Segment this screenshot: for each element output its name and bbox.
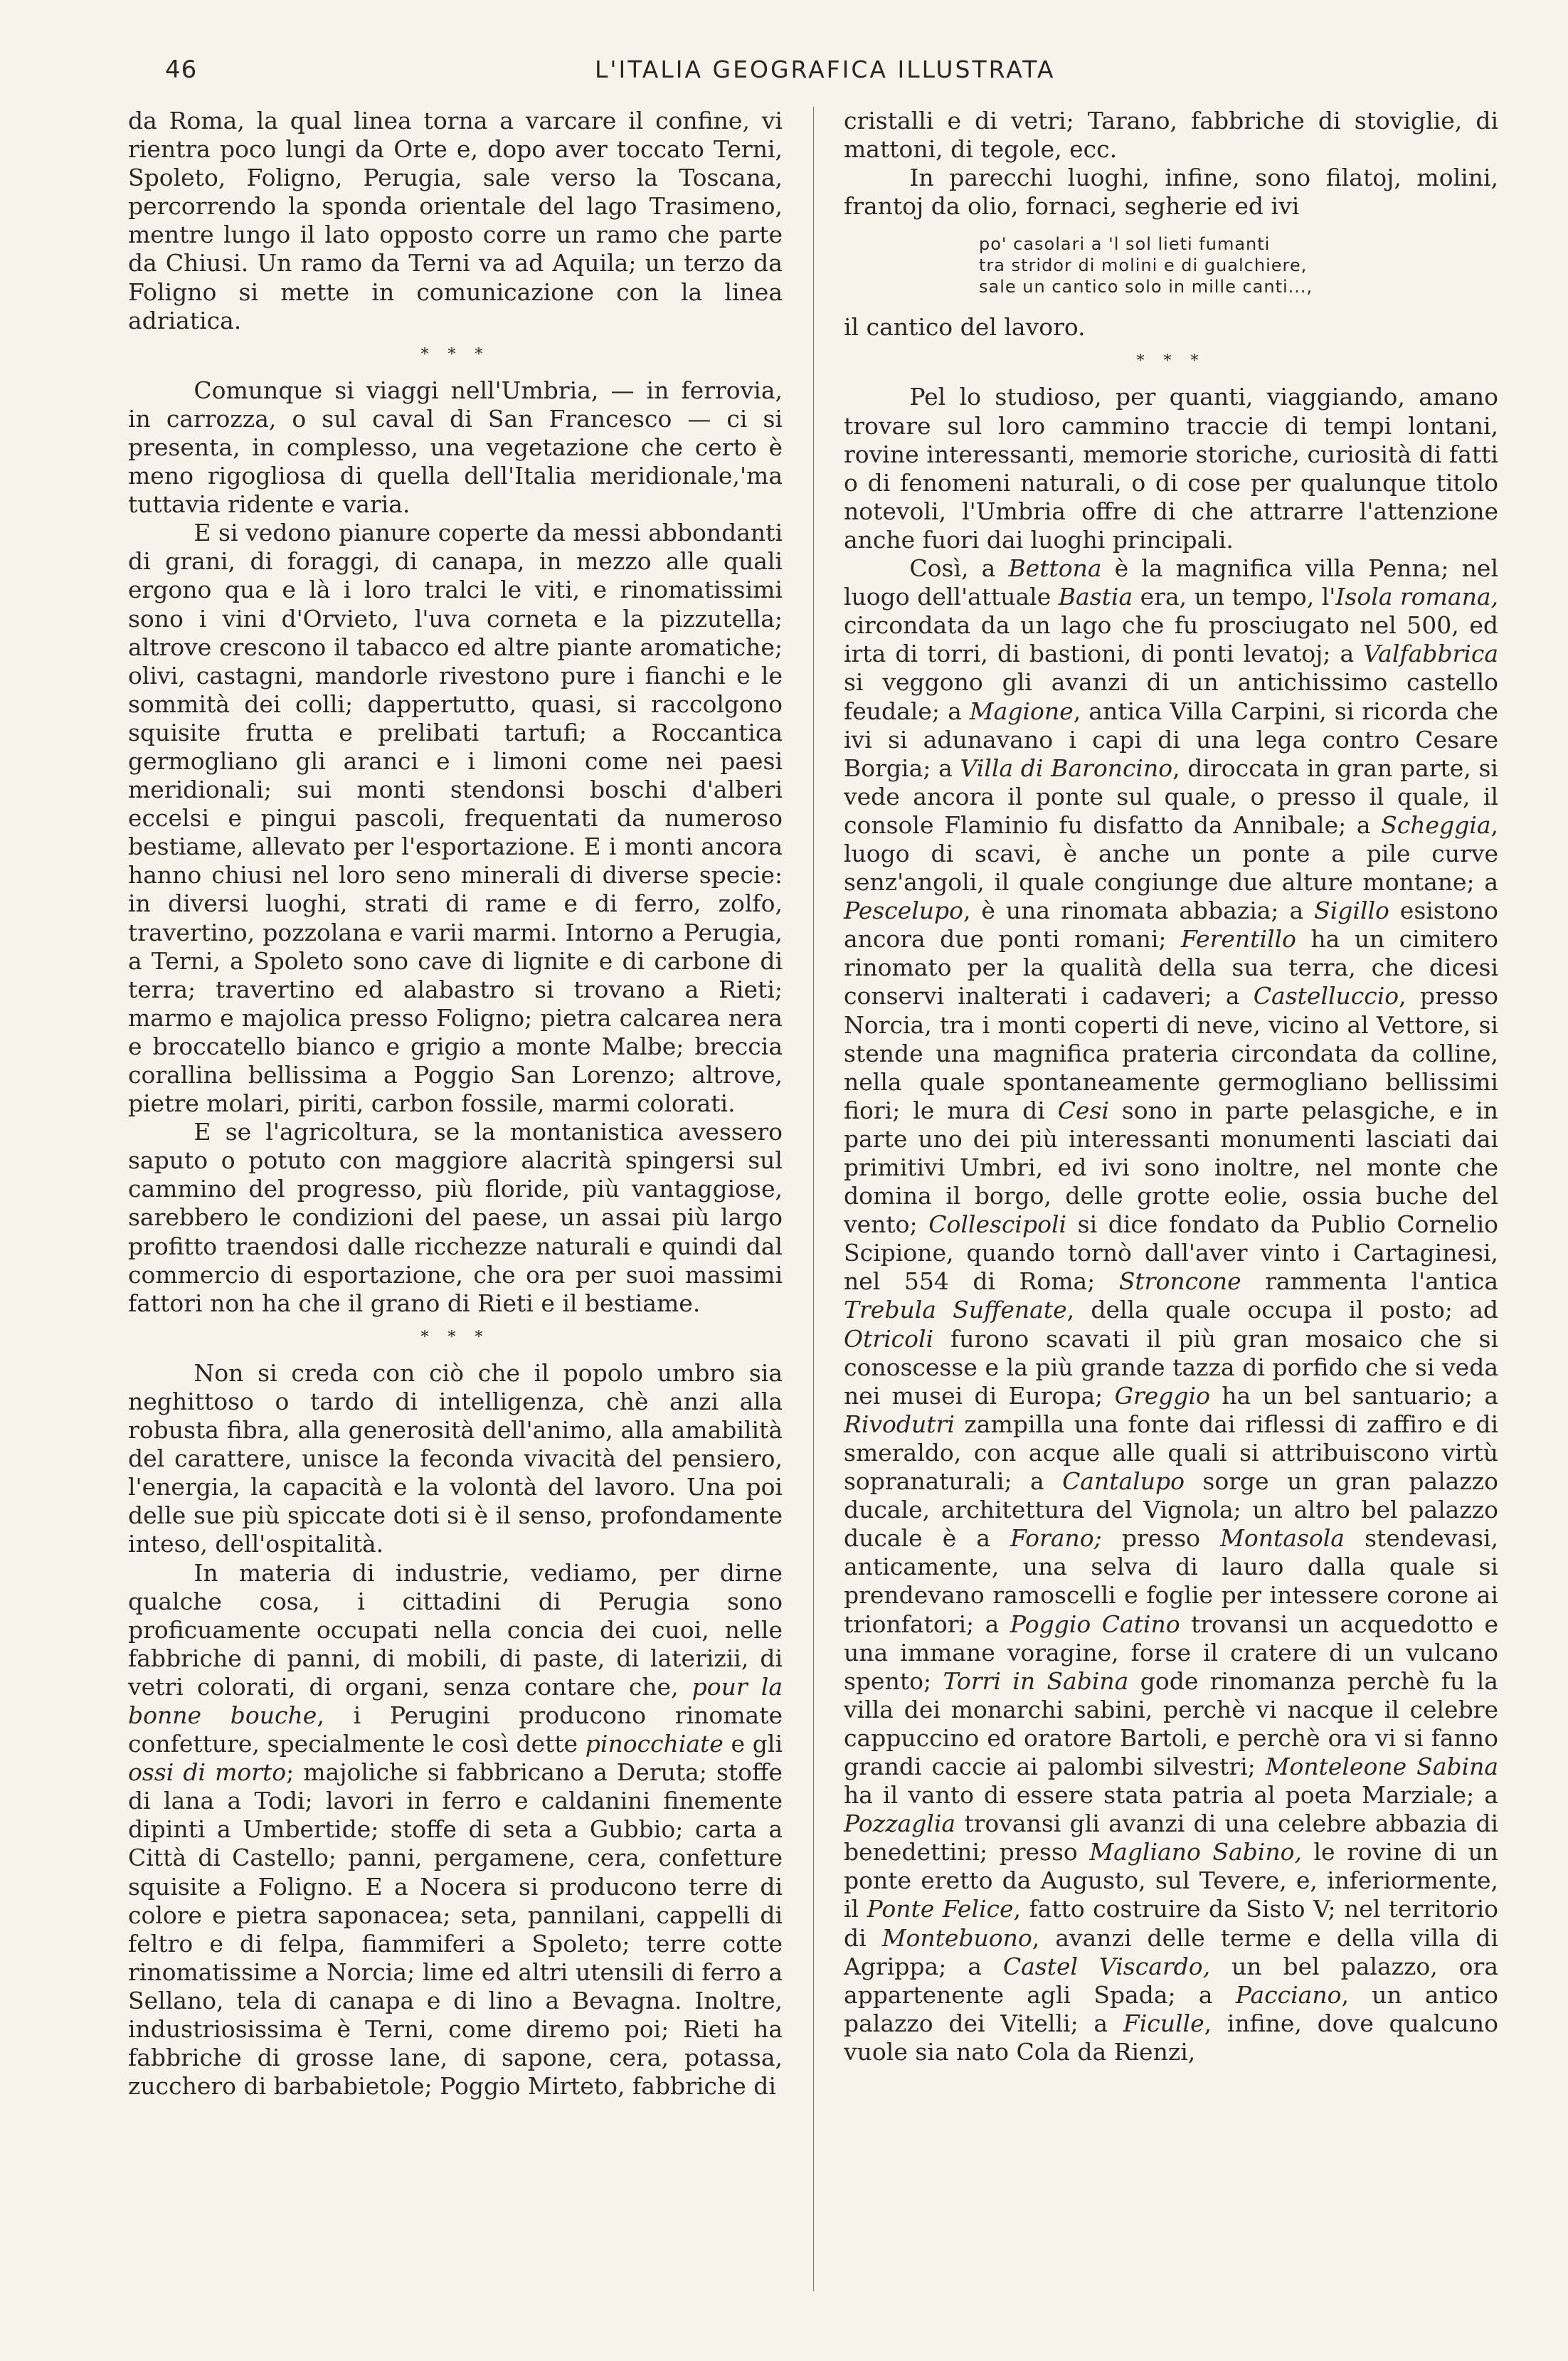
text-run: ha un cimitero rinomato per la qualità della sua terra, che dicesi conservi inalterati i cadaveri; a xyxy=(844,925,1498,1010)
verse-quotation xyxy=(979,233,1498,297)
text-run: , antica Villa Carpini, si ricorda che ivi si adunavano i capi di una lega contro Cesare Borgia; a xyxy=(844,697,1498,782)
text-run: circondata da un lago che fu prosciugato nel 500, ed irta di torri, di bastioni, di ponti levatoj; a xyxy=(844,611,1498,668)
text-run: , diroccata in gran parte, si vede ancora il ponte sul quale, o presso il quale, il console Flaminio fu disfatto da Annibale; a xyxy=(844,754,1498,839)
page-number: 46 xyxy=(165,56,198,84)
paragraph: In parecchi luoghi, infine, sono filatoj, molini, frantoj da olio, fornaci, segherie ed ivi xyxy=(844,164,1498,221)
place-name: Ficulle xyxy=(1123,2009,1204,2037)
place-name: Collescipoli xyxy=(928,1210,1067,1239)
text-run: , avanzi delle terme e della villa di Agrippa; a xyxy=(844,1923,1499,1980)
text-run: trovansi un acquedotto e una immane voragine, forse il cratere di un vulcano spento; xyxy=(844,1610,1498,1695)
paragraph: cristalli e di vetri; Tarano, fabbriche di stoviglie, di mattoni, di tegole, ecc. xyxy=(844,107,1498,164)
text-run: ha il vanto di essere stata patria al poeta Marziale; a xyxy=(844,1781,1498,1810)
place-name: Isola romana, xyxy=(1335,583,1498,611)
section-separator: * * * xyxy=(420,1328,490,1346)
text-run: si veggono gli avanzi di un antichissimo castello feudale; a xyxy=(844,668,1498,725)
place-name: Ferentillo xyxy=(1180,925,1296,954)
place-name: Stroncone xyxy=(1118,1267,1241,1296)
italic-phrase: ossi di morto xyxy=(128,1758,287,1787)
text-run: , luogo di scavi, è anche un ponte a pile curve senz'angoli, il quale congiunge due alture montane; a xyxy=(844,810,1498,897)
verse-line: po' casolari a 'l sol lieti fumanti xyxy=(979,234,1271,255)
place-name: Poggio Catino xyxy=(1010,1610,1180,1638)
text-run: , fatto costruire da Sisto V; nel territorio di xyxy=(844,1895,1498,1952)
section-separator: * * * xyxy=(1136,352,1206,371)
text-run: rammenta l'antica xyxy=(1241,1267,1498,1296)
text-run: , infine, dove qualcuno vuole sia nato Cola da Rienzi, xyxy=(844,2009,1498,2066)
place-name: Sigillo xyxy=(1314,897,1389,925)
text-run: , della quale occupa il posto; ad xyxy=(1066,1296,1498,1324)
text-run: Così, a xyxy=(909,554,1009,583)
text-run: sono in parte pelasgiche, e in parte uno dei più interessanti monumenti lasciati dai primitivi Umbri, ed ivi sono inoltre, nel monte che domina il borgo, delle grotte eolie, ossia buche del vento; xyxy=(844,1096,1499,1239)
italic-phrase: pour la bonne bouche xyxy=(128,1672,783,1729)
text-run: , presso Norcia, tra i monti coperti di neve, vicino al Vettore, si stende una magnifica prateria circondata da colline, nella quale spontaneamente germogliano bellissimi fiori; le mura di xyxy=(844,982,1498,1124)
text-run: zampilla una fonte dai riflessi di zaffiro e di smeraldo, con acque alle quali si attribuiscono virtù sopranaturali; a xyxy=(844,1410,1498,1496)
text-run: un bel palazzo, ora appartenente agli Spada; a xyxy=(844,1952,1498,2009)
place-name: Magione xyxy=(969,697,1074,725)
text-run: e gli xyxy=(723,1730,783,1758)
paragraph-industries xyxy=(128,1559,783,2101)
place-name: Pescelupo xyxy=(844,897,963,925)
text-run: sorge un gran palazzo ducale, architettura del Vignola; un altro bel palazzo ducale è a xyxy=(844,1467,1498,1553)
place-name: Ponte Felice xyxy=(867,1895,1014,1923)
text-run: le rovine di un ponte eretto da Augusto, sul Tevere, e, inferiormente, il xyxy=(844,1838,1498,1923)
text-run: trovansi gli avanzi di una celebre abbazia di benedettini; presso xyxy=(844,1810,1498,1866)
place-name: Magliano Sabino, xyxy=(1089,1838,1302,1866)
text-run: esistono ancora due ponti romani; xyxy=(844,897,1498,954)
place-name: Otricoli xyxy=(844,1324,934,1353)
place-name: Monteleone Sabina xyxy=(1265,1752,1499,1780)
verse-line: sale un cantico solo in mille canti..., xyxy=(979,277,1313,297)
place-name: Villa di Baroncino xyxy=(960,754,1173,782)
place-name: Castel Viscardo, xyxy=(1002,1952,1211,1980)
text-run: , un antico palazzo dei Vitelli; a xyxy=(844,1980,1498,2037)
page-header xyxy=(0,56,1568,90)
running-title: L'ITALIA GEOGRAFICA ILLUSTRATA xyxy=(595,56,1056,83)
place-name: Castelluccio xyxy=(1253,982,1399,1010)
text-run: ha un bel santuario; a xyxy=(1209,1381,1498,1410)
paragraph: Comunque si viaggi nell'Umbria, — in ferrovia, in carrozza, o sul caval di San Francesco — ci si presenta, in complesso, una vegetazione che certo è meno rigogliosa di quella dell'Italia meridionale,'ma tuttavia ridente e varia. xyxy=(128,376,783,519)
paragraph: Pel lo studioso, per quanti, viaggiando, amano trovare sul loro cammino traccie di tempi lontani, rovine interessanti, memorie storiche, curiosità di fatti o di fenomeni naturali, o di cose per qualunque titolo notevoli, l'Umbria offre di che attrarre l'attenzione anche fuori dai luoghi principali. xyxy=(844,383,1498,554)
place-name: Bettona xyxy=(1008,554,1102,583)
text-run: ; majoliche si fabbricano a Deruta; stoffe di lana a Todi; lavori in ferro e caldanini finemente dipinti a Umbertide; stoffe di seta a Gubbio; carta a Città di Castello; panni, pergamene, cera, confetture squisite a Foligno. E a Nocera si producono terre di colore e pietra saponacea; seta, pannilani, cappelli di feltro e di felpa, fiammiferi a Spoleto; terre cotte rinomatissime a Norcia; lime ed altri utensili di ferro a Sellano, tela di canapa e di lino a Bevagna. Inoltre, industriosissima è Terni, come diremo poi; Rieti ha fabbriche di grosse lane, di sapone, cera, potassa, zucchero di barbabietole; Poggio Mirteto, fabbriche di xyxy=(128,1758,783,2101)
place-name: Greggio xyxy=(1114,1381,1210,1410)
place-name: Rivodutri xyxy=(844,1410,955,1438)
section-separator: * * * xyxy=(420,345,490,364)
text-run: si dice fondato da Publio Cornelio Scipione, quando tornò dall'aver vinto i Cartaginesi, nel 554 di Roma; xyxy=(844,1210,1498,1296)
place-name: Torri in Sabina xyxy=(943,1667,1129,1695)
text-run: furono scavati il più gran mosaico che si conoscesse e la più grande tazza di porfido che si veda nei musei di Europa; xyxy=(844,1324,1498,1410)
place-name: Valfabbrica xyxy=(1363,640,1498,668)
italic-phrase: pinocchiate xyxy=(585,1730,724,1758)
place-name: Pozzaglia xyxy=(844,1810,956,1838)
place-name: Montasola xyxy=(1220,1524,1345,1553)
place-name: Forano; xyxy=(1010,1524,1102,1553)
paragraph-places xyxy=(844,554,1498,2066)
place-name: Montebuono xyxy=(881,1923,1032,1952)
text-run: , è una rinomata abbazia; a xyxy=(963,897,1315,925)
text-run: , i Perugini producono rinomate confetture, specialmente le così dette xyxy=(128,1701,783,1758)
paragraph: E si vedono pianure coperte da messi abbondanti di grani, di foraggi, di canapa, in mezzo alle quali ergono qua e là i loro tralci le viti, e rinomatissimi sono i vini d'Orvieto, l'uva corneta e la pizzutella; altrove crescono il tabacco ed altre piante aromatiche; olivi, castagni, mandorle rivestono pure i fianchi e le sommità dei colli; dappertutto, quasi, si raccolgono squisite frutta e prelibati tartufi; a Roccantica germogliano gli aranci e i limoni come nei paesi meridionali; sui monti stendonsi boschi d'alberi eccelsi e pingui pascoli, frequentati da numeroso bestiame, allevato per l'esportazione. E i monti ancora hanno chiusi nel loro seno minerali di diverse specie: in diversi luoghi, strati di rame e di ferro, zolfo, travertino, pozzolana e varii marmi. Intorno a Perugia, a Terni, a Spoleto sono cave di lignite e di carbone di terra; travertino ed alabastro si trovano a Rieti; marmo e majolica presso Foligno; pietra calcarea nera e broccatello bianco e grigio a monte Malbe; breccia corallina bellissima a Poggio San Lorenzo; altrove, pietre molari, piriti, carbon fossile, marmi colorati. xyxy=(128,519,783,1118)
paragraph: E se l'agricoltura, se la montanistica avessero saputo o potuto con maggiore alacrità spingersi sul cammino del progresso, più floride, più vantaggiose, sarebbero le condizioni del paese, un assai più largo profitto traendosi dalle ricchezze naturali e quindi dal commercio di esportazione, che ora per suoi massimi fattori non ha che il grano di Rieti e il bestiame. xyxy=(128,1118,783,1317)
right-column xyxy=(844,107,1498,2066)
paragraph: Non si creda con ciò che il popolo umbro sia neghittoso o tardo di intelligenza, chè anzi alla robusta fibra, alla generosità dell'animo, alla amabilità del carattere, unisce la feconda vivacità del pensiero, l'energia, la capacità e la volontà del lavoro. Una poi delle sue più spiccate doti si è il senso, profondamente inteso, dell'ospitalità. xyxy=(128,1358,783,1558)
place-name: Cantalupo xyxy=(1062,1467,1185,1496)
text-run: In materia di industrie, vediamo, per dirne qualche cosa, i cittadini di Perugia sono proficuamente occupati nella concia dei cuoi, nelle fabbriche di panni, di mobili, di paste, di laterizii, di vetri colorati, di organi, senza contare che, xyxy=(128,1558,783,1701)
place-name: Trebula Suffenate xyxy=(844,1296,1067,1324)
text-run: presso xyxy=(1101,1524,1221,1553)
verse-line: tra stridor di molini e di gualchiere, xyxy=(979,255,1308,276)
place-name: Pacciano xyxy=(1235,1980,1342,2009)
text-run: era, un tempo, l' xyxy=(1133,583,1336,611)
paragraph: il cantico del lavoro. xyxy=(844,313,1086,342)
text-run: è la magnifica villa Penna; nel luogo dell'attuale xyxy=(844,554,1498,611)
paragraph: da Roma, la qual linea torna a varcare il confine, vi rientra poco lungi da Orte e, dopo aver toccato Terni, Spoleto, Foligno, Perugia, sale verso la Toscana, percorrendo la sponda orientale del lago Trasimeno, mentre lungo il lato opposto corre un ramo che parte da Chiusi. Un ramo da Terni va ad Aquila; un terzo da Foligno si mette in comunicazione con la linea adriatica. xyxy=(128,107,783,334)
place-name: Scheggia xyxy=(1381,810,1491,839)
left-column xyxy=(128,107,783,2101)
text-run: gode rinomanza perchè fu la villa dei monarchi sabini, perchè vi nacque il celebre cappuccino ed oratore Bartoli, e perchè ora vi si fanno grandi caccie ai palombi silvestri; xyxy=(844,1667,1498,1780)
place-name: Cesi xyxy=(1057,1096,1109,1124)
column-divider xyxy=(813,107,814,2291)
text-run: stendevasi, anticamente, una selva di lauro dalla quale si prendevano ramoscelli e foglie per intessere corone ai trionfatori; a xyxy=(844,1524,1498,1638)
place-name: Bastia xyxy=(1058,583,1133,611)
